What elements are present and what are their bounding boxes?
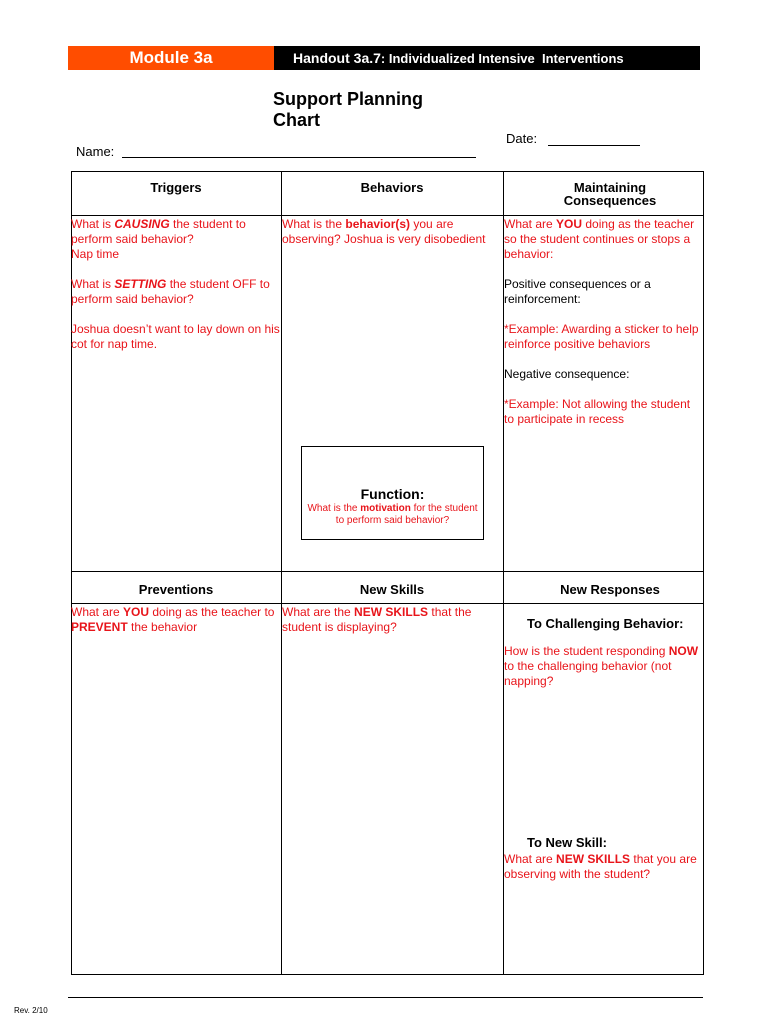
table-divider	[281, 171, 282, 975]
module-banner: Module 3a	[68, 46, 274, 70]
consequences-question: What are YOU doing as the teacher so the student continues or stops a behavior:	[504, 217, 695, 261]
function-box	[301, 446, 484, 540]
handout-title: : Individualized Intensive Interventions	[380, 51, 624, 66]
header-new-responses: New Responses	[560, 582, 660, 597]
header-new-skills: New Skills	[359, 582, 425, 597]
header-maintaining-consequences: Maintaining Consequences	[563, 180, 657, 208]
handout-prefix: Handout 3a.7	[293, 50, 381, 66]
handout-banner	[274, 46, 700, 70]
behaviors-question: What is the behavior(s) you are observing? Joshua is very disobedient	[282, 217, 486, 246]
function-question: What is the motivation for the student to perform said behavior?	[307, 503, 478, 526]
revision-label: Rev. 2/10	[14, 1006, 48, 1015]
negative-consequence-label: Negative consequence:	[504, 367, 630, 381]
new-skill-question: What are NEW SKILLS that you are observing with the student?	[504, 852, 697, 881]
positive-consequence-example: *Example: Awarding a sticker to help reinforce positive behaviors	[504, 322, 699, 351]
header-triggers: Triggers	[150, 180, 202, 195]
new-skills-question: What are the NEW SKILLS that the student is displaying?	[282, 605, 472, 634]
function-title: Function:	[360, 486, 425, 502]
triggers-content	[71, 217, 281, 367]
page-title: Support Planning Chart	[273, 89, 423, 130]
consequences-content	[504, 217, 703, 442]
positive-consequence-label: Positive consequences or a reinforcement:	[504, 277, 651, 306]
behaviors-content	[282, 217, 503, 247]
preventions-question: What are YOU doing as the teacher to PREVENT the behavior	[71, 605, 275, 634]
table-divider	[71, 603, 704, 604]
triggers-answer-1: Nap time	[71, 247, 120, 261]
triggers-question-setting: What is SETTING the student OFF to perform said behavior?	[71, 277, 270, 306]
name-label: Name:	[76, 144, 115, 159]
table-divider	[71, 215, 704, 216]
date-field-line[interactable]	[548, 145, 640, 146]
header-behaviors: Behaviors	[360, 180, 424, 195]
challenging-behavior-question: How is the student responding NOW to the challenging behavior (not napping?	[504, 644, 699, 688]
footer-rule	[68, 997, 703, 998]
new-skill-heading: To New Skill:	[527, 835, 607, 850]
table-divider	[71, 571, 704, 572]
new-skills-content	[282, 605, 502, 635]
behaviors-answer: Joshua is very disobedient	[340, 232, 486, 246]
header-preventions: Preventions	[138, 582, 214, 597]
triggers-answer-2: Joshua doesn’t want to lay down on his cot for nap time.	[71, 322, 280, 351]
preventions-content	[71, 605, 281, 635]
name-field-line[interactable]	[122, 157, 476, 158]
challenging-behavior-heading: To Challenging Behavior:	[527, 616, 684, 631]
date-label: Date:	[506, 131, 538, 146]
triggers-question-causing: What is CAUSING the student to perform said behavior?	[71, 217, 246, 246]
negative-consequence-example: *Example: Not allowing the student to participate in recess	[504, 397, 691, 426]
